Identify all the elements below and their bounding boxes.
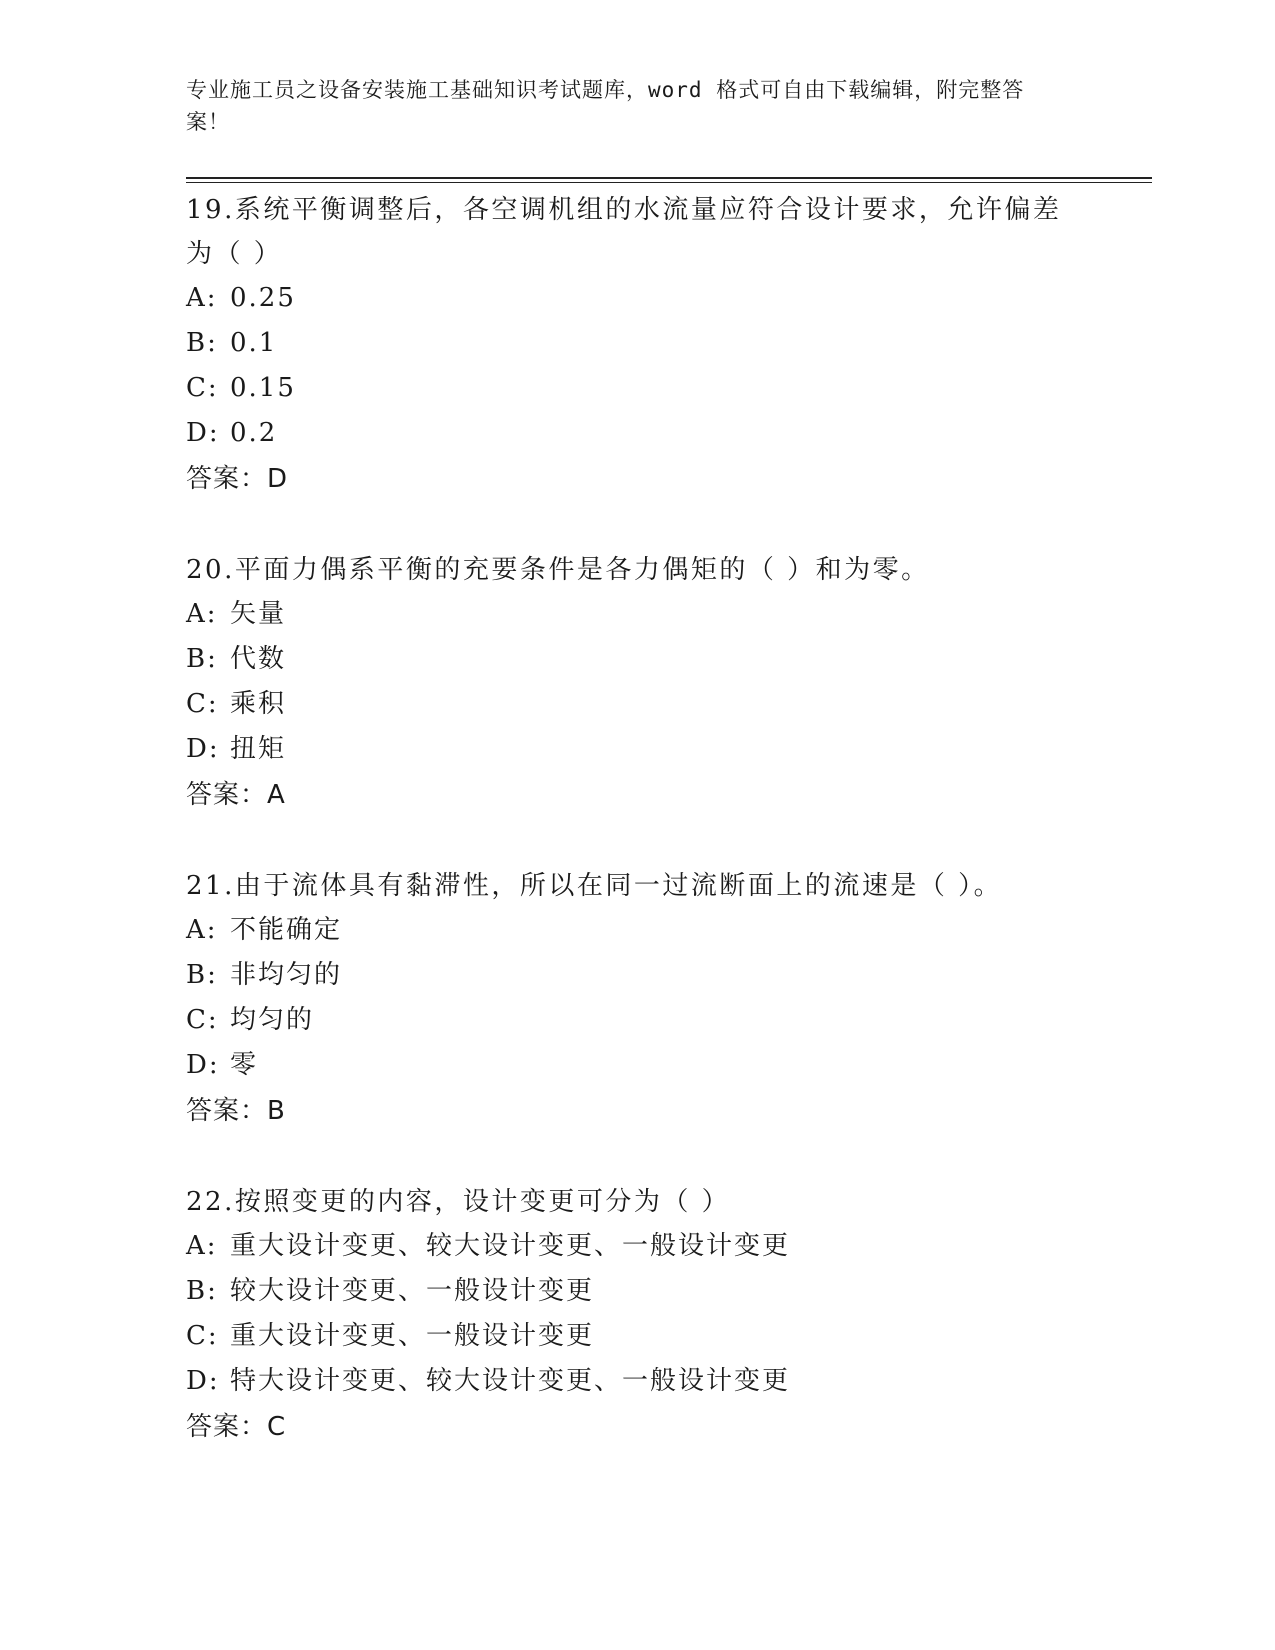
option-b xyxy=(186,637,1086,682)
option-d xyxy=(186,727,1086,772)
option-letter: A: xyxy=(186,283,218,313)
option-letter: A: xyxy=(186,1231,218,1261)
option-text: 扭矩 xyxy=(230,734,287,764)
option-letter: D: xyxy=(186,1050,220,1080)
option-a xyxy=(186,276,1086,321)
option-letter: B: xyxy=(186,960,218,990)
option-text: 不能确定 xyxy=(230,915,343,945)
option-text: 乘积 xyxy=(230,689,287,719)
question-19 xyxy=(186,188,1086,502)
option-text: 0.15 xyxy=(230,373,296,403)
option-c xyxy=(186,682,1086,727)
option-a xyxy=(186,592,1086,637)
question-stem: 21.由于流体具有黏滞性，所以在同一过流断面上的流速是（ ）。 xyxy=(186,871,1003,901)
option-text: 矢量 xyxy=(230,599,287,629)
option-letter: C: xyxy=(186,373,219,403)
option-text: 代数 xyxy=(230,644,287,674)
option-letter: C: xyxy=(186,1321,219,1351)
option-b xyxy=(186,321,1086,366)
option-text: 特大设计变更、较大设计变更、一般设计变更 xyxy=(230,1366,791,1396)
option-letter: C: xyxy=(186,1005,219,1035)
option-letter: D: xyxy=(186,1366,220,1396)
document-header: 专业施工员之设备安装施工基础知识考试题库，word 格式可自由下载编辑，附完整答案！ xyxy=(186,78,1025,134)
question-stem: 20.平面力偶系平衡的充要条件是各力偶矩的（ ）和为零。 xyxy=(186,555,930,585)
answer-line: 答案：D xyxy=(186,464,289,494)
question-list xyxy=(186,188,1086,1450)
option-letter: A: xyxy=(186,915,218,945)
option-d xyxy=(186,1043,1086,1088)
option-a xyxy=(186,1224,1086,1269)
option-text: 0.1 xyxy=(230,328,278,358)
option-text: 零 xyxy=(230,1050,259,1080)
option-text: 0.25 xyxy=(230,283,296,313)
question-21 xyxy=(186,864,1086,1134)
option-a xyxy=(186,908,1086,953)
option-c xyxy=(186,366,1086,411)
option-letter: A: xyxy=(186,599,218,629)
answer-line: 答案：C xyxy=(186,1412,287,1442)
option-text: 0.2 xyxy=(230,418,278,448)
question-stem: 19.系统平衡调整后，各空调机组的水流量应符合设计要求，允许偏差为（ ） xyxy=(186,195,1062,269)
option-letter: D: xyxy=(186,418,220,448)
answer-line: 答案：B xyxy=(186,1096,286,1126)
option-c xyxy=(186,998,1086,1043)
option-d xyxy=(186,1359,1086,1404)
option-letter: D: xyxy=(186,734,220,764)
answer-line: 答案：A xyxy=(186,780,286,810)
option-letter: B: xyxy=(186,1276,218,1306)
option-text: 较大设计变更、一般设计变更 xyxy=(230,1276,595,1306)
option-letter: B: xyxy=(186,644,218,674)
question-20 xyxy=(186,548,1086,818)
question-stem: 22.按照变更的内容，设计变更可分为（ ） xyxy=(186,1187,731,1217)
option-b xyxy=(186,1269,1086,1314)
option-text: 均匀的 xyxy=(230,1005,315,1035)
option-letter: B: xyxy=(186,328,218,358)
option-text: 重大设计变更、一般设计变更 xyxy=(230,1321,595,1351)
option-c xyxy=(186,1314,1086,1359)
question-22 xyxy=(186,1180,1086,1450)
option-d xyxy=(186,411,1086,456)
option-b xyxy=(186,953,1086,998)
header-divider-thin xyxy=(186,182,1152,183)
option-text: 非均匀的 xyxy=(230,960,343,990)
option-text: 重大设计变更、较大设计变更、一般设计变更 xyxy=(230,1231,791,1261)
header-divider-thick xyxy=(186,177,1152,179)
option-letter: C: xyxy=(186,689,219,719)
